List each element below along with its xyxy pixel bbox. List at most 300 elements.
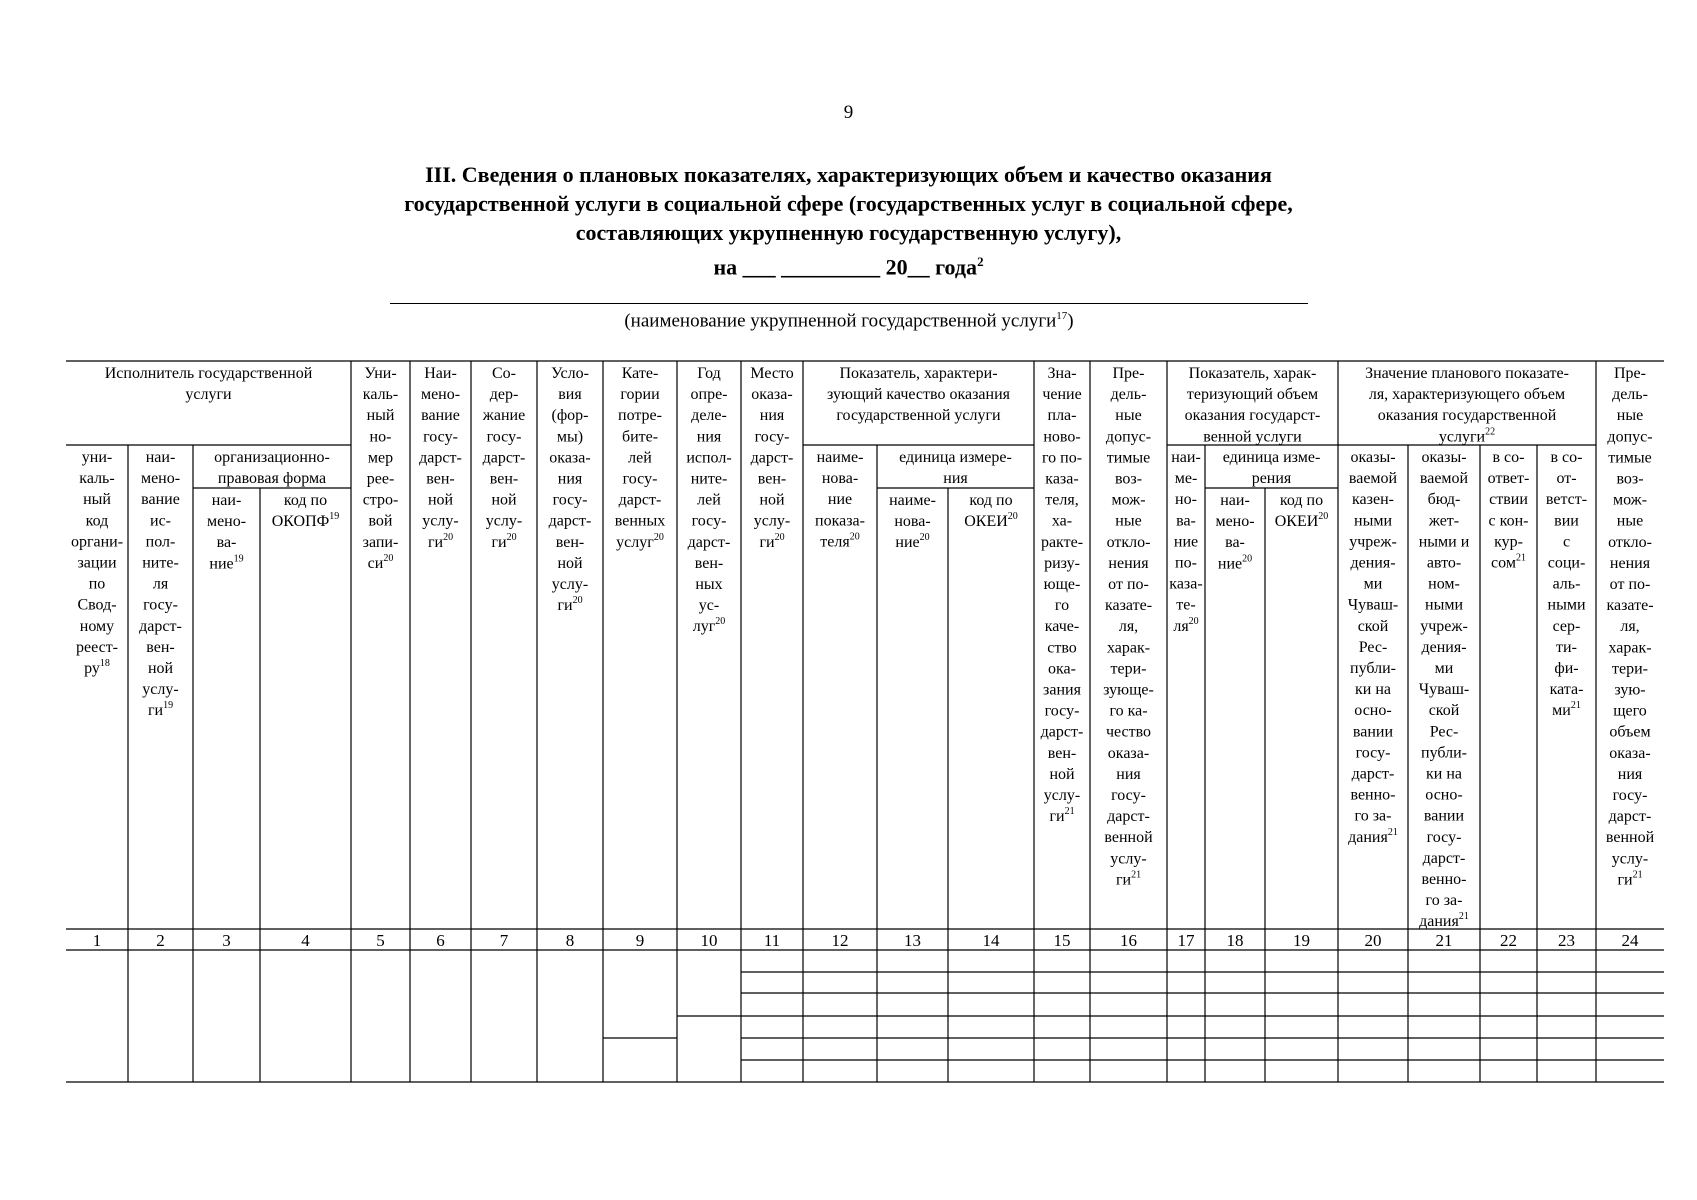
column-header-9: госу-	[622, 470, 658, 488]
column-header-16: дарст-	[1107, 808, 1150, 826]
g-quality-header: государственной услуги	[836, 407, 1001, 425]
column-header-17: но-	[1175, 491, 1197, 509]
column-header-6: Наи-	[424, 365, 457, 382]
column-header-21: ми	[1434, 660, 1454, 677]
column-header-24: допус-	[1607, 428, 1653, 446]
column-header-14: ОКЕИ$^{20}$	[964, 511, 1018, 531]
column-header-1: по	[88, 575, 106, 593]
column-header-15: ризу-	[1044, 554, 1080, 572]
column-header-11: госу-	[754, 428, 790, 446]
column-header-23: ката-	[1549, 681, 1584, 699]
column-header-5: каль-	[362, 386, 399, 404]
column-header-9: бите-	[621, 428, 659, 446]
column-header-16: $ги^{21}$	[1115, 869, 1142, 889]
column-header-17: те-	[1176, 596, 1196, 614]
column-header-10: дарст-	[687, 533, 731, 551]
column-header-16: оказа-	[1107, 744, 1150, 762]
column-header-1: $ру^{18}$	[84, 658, 110, 677]
column-header-20: госу-	[1355, 744, 1391, 762]
column-header-15: ха-	[1051, 512, 1073, 530]
g-plan-header: услуги$^{22}$	[1438, 426, 1496, 446]
column-header-15: зания	[1043, 681, 1081, 699]
column-header-15: юще-	[1043, 576, 1081, 593]
column-header-1: ному	[79, 617, 115, 635]
column-header-20: учреж-	[1349, 533, 1397, 551]
g-executor-header: услуги	[185, 386, 232, 404]
column-header-16: Пре-	[1112, 365, 1145, 382]
column-header-6: $ги^{20}$	[427, 531, 454, 551]
column-header-23: $ми^{21}$	[1552, 700, 1581, 720]
column-header-15: Зна-	[1047, 365, 1077, 382]
column-header-23: соци-	[1547, 554, 1586, 572]
page-number: 9	[843, 102, 854, 123]
column-header-21: ки на	[1426, 765, 1462, 783]
column-number: 10	[700, 931, 718, 950]
column-number: 13	[904, 931, 921, 950]
column-header-24: харак-	[1608, 639, 1652, 657]
column-header-6: дарст-	[419, 449, 462, 467]
column-header-5: ный	[366, 407, 395, 425]
column-header-21: ваемой	[1419, 470, 1469, 488]
column-header-24: тери-	[1612, 660, 1648, 678]
column-header-20: казен-	[1352, 491, 1394, 509]
column-header-17: наи-	[1171, 449, 1201, 466]
sg-opf-header: организационно-	[214, 449, 330, 466]
column-header-8: услу-	[551, 576, 589, 593]
column-header-15: го	[1054, 597, 1070, 615]
column-header-10: деле-	[691, 407, 727, 425]
column-header-12: показа-	[815, 512, 865, 530]
column-header-21: бюд-	[1427, 491, 1461, 509]
column-number: 9	[635, 931, 645, 950]
column-header-10: Год	[697, 365, 721, 382]
column-number: 20	[1364, 931, 1382, 950]
column-header-16: тери-	[1110, 660, 1147, 678]
column-header-8: вия	[558, 386, 582, 404]
column-number: 2	[156, 931, 165, 950]
column-header-18: ва-	[1225, 534, 1245, 552]
column-header-10: луг$^{20}$	[692, 616, 726, 636]
title-line-3: составляющих укрупненную государственную услугу),	[575, 220, 1122, 245]
column-header-7: ной	[491, 491, 517, 509]
column-header-10: ните-	[690, 470, 728, 488]
column-number: 12	[831, 931, 849, 950]
column-header-2: мено-	[140, 470, 181, 488]
column-header-20: вании	[1352, 723, 1394, 741]
column-header-2: наи-	[145, 449, 176, 466]
column-header-15: дарст-	[1040, 723, 1084, 741]
column-header-16: ные	[1115, 407, 1142, 425]
column-header-20: публи-	[1350, 660, 1396, 677]
column-header-22: в со-	[1492, 449, 1525, 466]
column-header-24: объем	[1609, 723, 1651, 741]
column-header-10: ных	[695, 576, 723, 593]
column-header-22: ствии	[1489, 491, 1528, 509]
column-header-21: оказы-	[1421, 449, 1467, 466]
column-header-1: реест-	[75, 638, 119, 656]
column-header-21: госу-	[1426, 828, 1462, 846]
column-header-16: зующе-	[1103, 681, 1154, 699]
title-line-2: государственной услуги в социальной сфере (государственных услуг в социальной сфере,	[404, 191, 1293, 216]
column-header-12: ние	[827, 491, 853, 509]
sg-unit-v-header: рения	[1251, 470, 1292, 488]
column-header-16: нения	[1108, 554, 1149, 572]
column-header-9: услуг$^{20}$	[616, 531, 664, 551]
column-header-21: осно-	[1425, 786, 1463, 804]
column-header-3: ва-	[216, 534, 237, 552]
column-header-16: допус-	[1105, 428, 1152, 446]
column-header-21: публи-	[1421, 744, 1467, 762]
column-header-24: щего	[1613, 702, 1647, 720]
column-header-1: органи-	[70, 533, 124, 551]
column-header-11: дарст-	[750, 449, 794, 467]
column-header-17: ние	[1173, 533, 1199, 551]
column-number: 7	[499, 931, 509, 950]
column-header-2: дарст-	[139, 617, 182, 635]
footnote-ref: 2	[977, 254, 984, 269]
column-header-21: вании	[1423, 807, 1465, 825]
column-header-10: ус-	[698, 597, 720, 615]
column-header-24: ля,	[1620, 618, 1640, 636]
column-header-15: вен-	[1047, 744, 1077, 762]
column-number: 8	[565, 931, 575, 950]
column-header-23: аль-	[1552, 575, 1581, 593]
column-header-8: дарст-	[548, 512, 592, 530]
column-header-24: Пре-	[1614, 365, 1646, 382]
column-header-13: ние$^{20}$	[895, 532, 930, 552]
column-header-20: дения-	[1350, 554, 1396, 572]
column-header-21: венно-	[1421, 871, 1467, 888]
column-header-2: ис-	[150, 512, 171, 530]
column-number: 15	[1053, 931, 1071, 950]
column-header-4: ОКОПФ$^{19}$	[271, 511, 340, 531]
column-header-24: ные	[1616, 512, 1644, 530]
column-header-20: оказы-	[1350, 449, 1396, 466]
g-volume-header: венной услуги	[1203, 428, 1302, 446]
column-header-15: ной	[1049, 765, 1075, 783]
column-header-10: вен-	[694, 554, 724, 572]
column-header-15: пла-	[1047, 407, 1077, 425]
column-header-21: учреж-	[1420, 617, 1468, 635]
g-plan-header: Значение планового показате-	[1365, 365, 1569, 382]
column-header-10: испол-	[686, 449, 732, 467]
column-header-16: дель-	[1110, 386, 1147, 404]
column-header-24: $ги^{21}$	[1617, 869, 1643, 889]
column-header-24: дель-	[1612, 386, 1648, 404]
column-number: 11	[763, 931, 781, 950]
column-header-11: оказа-	[751, 386, 793, 404]
column-header-24: венной	[1605, 829, 1655, 847]
column-header-23: вии	[1554, 512, 1579, 530]
g-quality-header: Показатель, характери-	[839, 365, 998, 382]
column-header-24: тимые	[1608, 449, 1652, 467]
column-header-21: жет-	[1428, 512, 1460, 530]
column-header-24: казате-	[1606, 597, 1654, 615]
column-header-15: ново-	[1043, 428, 1081, 446]
caption-close: )	[1067, 310, 1074, 332]
column-header-19: код по	[1279, 492, 1324, 509]
column-header-21: дарст-	[1422, 849, 1466, 867]
column-header-13: наиме-	[889, 492, 936, 509]
column-header-18: ние$^{20}$	[1217, 553, 1253, 573]
column-header-8: госу-	[552, 491, 588, 509]
column-number: 14	[982, 931, 1000, 950]
column-header-9: лей	[628, 449, 652, 467]
column-header-23: фи-	[1554, 660, 1579, 677]
column-header-8: мы)	[556, 428, 584, 446]
column-header-16: ля,	[1118, 618, 1139, 636]
column-header-16: харак-	[1106, 639, 1151, 657]
column-header-24: оказа-	[1609, 744, 1651, 762]
column-header-9: Кате-	[621, 365, 659, 382]
column-header-8: вен-	[555, 533, 585, 551]
column-header-20: дарст-	[1351, 765, 1395, 783]
column-header-11: вен-	[757, 470, 787, 488]
column-header-8: Усло-	[551, 365, 589, 382]
column-header-16: чество	[1105, 723, 1152, 741]
column-header-6: вание	[421, 407, 460, 425]
column-header-18: мено-	[1215, 513, 1255, 531]
column-header-16: откло-	[1106, 533, 1151, 551]
sg-unit-v-header: единица изме-	[1222, 449, 1321, 466]
column-header-12: наиме-	[816, 449, 864, 466]
column-number: 21	[1435, 931, 1453, 950]
g-quality-header: зующий качество оказания	[827, 386, 1010, 404]
column-header-16: мож-	[1111, 491, 1146, 509]
column-header-13: нова-	[894, 513, 931, 531]
column-header-17: ме-	[1174, 470, 1198, 488]
column-header-20: венно-	[1350, 786, 1396, 804]
column-header-3: ние$^{19}$	[209, 553, 244, 573]
column-header-20: Чуваш-	[1347, 596, 1399, 614]
column-header-23: ными	[1547, 596, 1586, 614]
title-date-line: на ___ _________ 20__ года	[713, 254, 978, 280]
column-header-21: Чуваш-	[1418, 681, 1470, 699]
column-header-23: сер-	[1552, 617, 1581, 635]
column-header-1: Свод-	[77, 596, 117, 614]
column-header-2: ните-	[142, 554, 179, 572]
column-header-8: ния	[557, 470, 583, 488]
column-header-5: запи-	[362, 533, 399, 551]
column-number: 24	[1621, 931, 1639, 950]
column-header-9: дарст-	[618, 491, 662, 509]
column-number: 16	[1120, 931, 1137, 950]
column-header-9: гории	[620, 386, 660, 404]
g-volume-header: Показатель, харак-	[1188, 365, 1317, 382]
column-header-7: жание	[482, 407, 526, 425]
column-header-24: услу-	[1611, 850, 1649, 868]
footnote-ref: 17	[1056, 310, 1068, 322]
column-header-2: $ги^{19}$	[147, 700, 174, 720]
column-header-14: код по	[969, 492, 1013, 509]
column-header-1: ный	[83, 491, 111, 509]
column-header-6: вен-	[426, 470, 455, 488]
column-header-2: услу-	[142, 681, 179, 699]
column-header-11: $ги^{20}$	[759, 531, 785, 551]
column-header-2: госу-	[143, 596, 178, 614]
column-header-5: мер	[367, 449, 394, 467]
column-header-6: госу-	[423, 428, 458, 446]
column-header-21: дения-	[1421, 638, 1467, 656]
column-header-15: госу-	[1044, 702, 1080, 720]
column-header-10: госу-	[691, 512, 727, 530]
column-header-7: Со-	[492, 365, 516, 382]
column-header-20: ской	[1357, 617, 1389, 635]
column-header-6: мено-	[420, 386, 461, 404]
column-header-16: тимые	[1106, 449, 1151, 467]
column-header-8: оказа-	[549, 449, 591, 467]
column-header-5: вой	[368, 512, 393, 530]
column-header-15: каза-	[1045, 470, 1079, 488]
column-header-16: воз-	[1114, 470, 1143, 488]
column-header-7: услу-	[485, 512, 523, 530]
column-header-22: ответ-	[1487, 470, 1530, 488]
column-number: 4	[301, 931, 310, 950]
sg-opf-header: правовая форма	[217, 470, 327, 488]
column-header-3: наи-	[211, 492, 242, 509]
column-header-23: с	[1562, 533, 1571, 551]
column-header-22: с кон-	[1488, 512, 1529, 530]
g-executor-header: Исполнитель государственной	[104, 365, 313, 382]
column-header-15: чение	[1042, 386, 1082, 404]
column-number: 23	[1558, 931, 1575, 950]
g-volume-header: теризующий объем	[1186, 386, 1319, 404]
column-header-17: $ля^{20}$	[1173, 615, 1199, 635]
column-header-16: от по-	[1108, 576, 1149, 593]
column-header-7: $ги^{20}$	[491, 531, 517, 551]
column-header-2: вен-	[146, 638, 175, 656]
column-number: 19	[1293, 931, 1310, 950]
column-number: 18	[1226, 931, 1244, 950]
column-header-17: ва-	[1176, 512, 1196, 530]
column-header-11: ной	[759, 491, 785, 509]
column-header-7: дер-	[489, 386, 519, 404]
column-header-22: сом$^{21}$	[1491, 552, 1526, 572]
column-header-2: ля	[152, 575, 169, 593]
column-header-24: ные	[1616, 407, 1644, 425]
column-header-20: ными	[1354, 512, 1392, 530]
column-header-7: госу-	[486, 428, 522, 446]
column-header-10: опре-	[690, 386, 728, 404]
column-header-15: теля,	[1045, 491, 1079, 509]
column-header-10: ния	[696, 428, 722, 446]
column-header-21: дания$^{21}$	[1419, 911, 1469, 931]
column-header-16: венной	[1104, 829, 1153, 847]
column-header-11: ния	[759, 407, 785, 425]
column-header-10: лей	[697, 491, 721, 509]
column-header-15: услу-	[1043, 787, 1081, 804]
column-header-22: кур-	[1494, 533, 1523, 551]
column-header-2: ной	[147, 660, 174, 677]
column-header-23: в со-	[1550, 449, 1583, 466]
column-header-6: ной	[427, 491, 454, 509]
column-header-24: ния	[1617, 765, 1643, 783]
column-header-11: услу-	[753, 512, 791, 530]
column-header-5: но-	[369, 428, 392, 446]
column-header-3: мено-	[206, 513, 247, 531]
column-header-24: дарст-	[1608, 808, 1652, 826]
column-header-21: ными	[1425, 596, 1463, 614]
column-header-8: ной	[557, 554, 583, 572]
column-number: 6	[436, 931, 445, 950]
column-header-20: ми	[1363, 575, 1383, 593]
column-header-15: ока-	[1048, 660, 1076, 678]
column-header-8: $ги^{20}$	[557, 595, 583, 615]
g-plan-header: ля, характеризующего объем	[1368, 386, 1566, 404]
column-header-19: ОКЕИ$^{20}$	[1274, 511, 1329, 531]
column-header-24: от по-	[1609, 576, 1651, 593]
column-header-24: воз-	[1616, 470, 1644, 488]
column-header-2: вание	[141, 491, 180, 509]
column-header-16: го ка-	[1109, 702, 1148, 720]
column-header-16: услу-	[1110, 850, 1147, 868]
column-header-24: откло-	[1608, 533, 1652, 551]
column-number: 22	[1500, 931, 1517, 950]
column-header-16: казате-	[1104, 597, 1153, 615]
column-header-24: зую-	[1614, 681, 1646, 699]
column-header-9: венных	[614, 512, 666, 530]
column-header-15: $ги^{21}$	[1049, 806, 1075, 826]
column-header-15: ство	[1047, 639, 1077, 657]
column-header-12: нова-	[821, 470, 859, 488]
column-header-17: по-	[1175, 554, 1197, 572]
column-number: 1	[92, 931, 102, 950]
column-header-6: услу-	[422, 512, 459, 530]
column-header-18: наи-	[1220, 492, 1250, 509]
column-header-5: рее-	[366, 470, 395, 488]
column-header-23: ветст-	[1545, 491, 1588, 509]
column-header-24: нения	[1609, 554, 1651, 572]
column-header-17: каза-	[1169, 575, 1203, 593]
column-header-16: ные	[1115, 512, 1142, 530]
column-header-16: ния	[1116, 765, 1141, 783]
column-number: 5	[376, 931, 385, 950]
g-volume-header: оказания государст-	[1184, 407, 1321, 425]
column-header-20: ки на	[1355, 681, 1391, 699]
column-header-1: зации	[77, 554, 117, 572]
column-header-7: вен-	[489, 470, 519, 488]
column-header-1: каль-	[79, 470, 115, 488]
column-header-5: $си^{20}$	[367, 552, 394, 572]
caption-text: (наименование укрупненной государственной услуги	[624, 310, 1057, 332]
column-header-5: Уни-	[364, 365, 397, 382]
column-header-7: дарст-	[482, 449, 526, 467]
column-header-24: госу-	[1612, 787, 1648, 804]
column-header-20: осно-	[1354, 702, 1392, 720]
column-header-23: от-	[1556, 470, 1577, 488]
column-header-8: (фор-	[551, 407, 589, 425]
column-header-2: пол-	[145, 533, 176, 551]
column-header-5: стро-	[362, 491, 399, 509]
column-header-24: мож-	[1612, 491, 1648, 509]
title-line-1: III. Сведения о плановых показателях, характеризующих объем и качество оказания	[425, 162, 1272, 187]
sg-unit-q-header: единица измере-	[899, 449, 1012, 466]
column-header-23: ти-	[1556, 638, 1577, 656]
column-header-15: каче-	[1044, 618, 1080, 636]
column-header-9: потре-	[618, 407, 662, 425]
column-header-21: ными и	[1418, 533, 1470, 551]
column-header-15: ракте-	[1040, 533, 1084, 551]
column-header-20: дания$^{21}$	[1348, 826, 1398, 846]
column-header-16: госу-	[1111, 787, 1146, 804]
column-header-12: теля$^{20}$	[820, 531, 860, 551]
column-header-4: код по	[283, 492, 328, 509]
column-header-20: го за-	[1354, 807, 1392, 825]
column-header-15: го по-	[1041, 449, 1083, 467]
column-header-21: Рес-	[1429, 723, 1459, 741]
column-number: 17	[1177, 931, 1195, 950]
column-header-21: ном-	[1428, 575, 1460, 593]
